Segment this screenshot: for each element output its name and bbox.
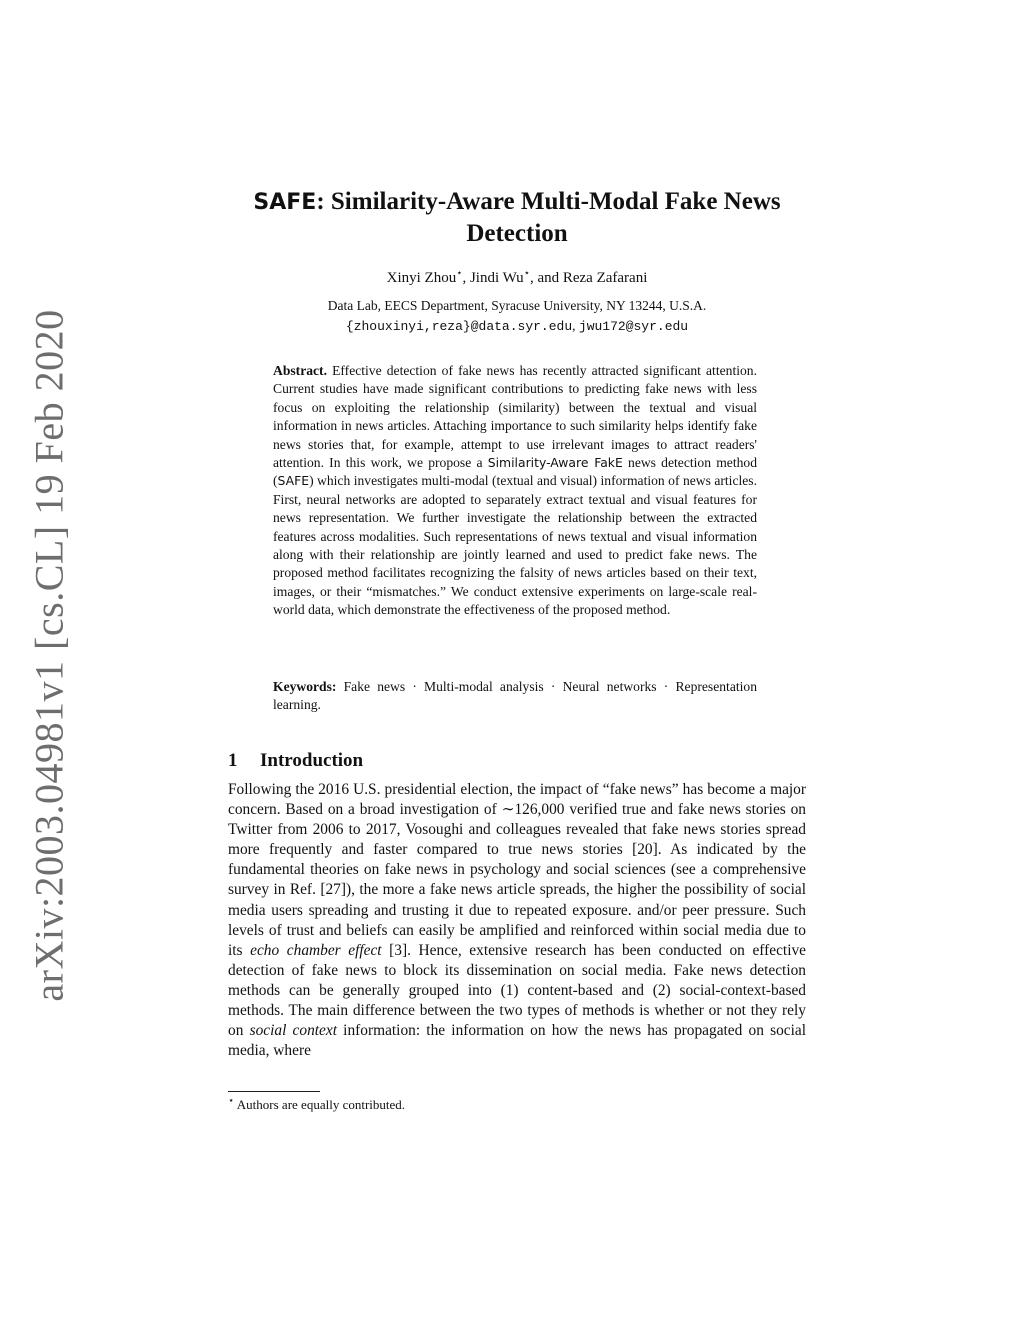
keywords-text: Fake news · Multi-modal analysis · Neural networks · Representation learning. [273,679,757,713]
author-2: , Jindi Wu [462,270,524,286]
intro-italic-echo-chamber: echo chamber effect [250,941,382,959]
footnote [228,1096,405,1114]
footnote-rule [228,1091,320,1092]
abstract-text-3: ) which investigates multi-modal (textual and visual) information of news articles. First, neural networks are adopted to separately extract textual and visual features for news representation. We further investigate the relationship between the extracted features across modalities. Such representations of news textual and visual information along with their relationship are jointly learned and used to predict fake news. The proposed method facilitates recognizing the falsity of news articles based on their text, images, or their “mismatches.” We conduct extensive experiments on large-scale real-world data, which demonstrate the effectiveness of the proposed method. [273,473,757,618]
email-line [228,316,806,336]
intro-italic-social-context: social context [249,1022,337,1040]
intro-text-1: Following the 2016 U.S. presidential election, the impact of “fake news” has become a major concern. Based on a broad investigation of ∼126,000 verified true and fake news stories on Twitter from 2006 to 2017, Vosoughi and colleagues revealed that fake news stories spread more frequently and faster compared to true news stories [20]. As indicated by the fundamental theories on fake news in psychology and social sciences (see a comprehensive survey in Ref. [27]), the more a fake news article spreads, the higher the possibility of social media users spreading and trusting it due to repeated exposure. and/or peer pressure. Such levels of trust and beliefs can easily be amplified and reinforced within social media due to its [228,781,806,959]
email-jwu: jwu172@syr.edu [578,319,689,334]
keywords [273,678,757,715]
title-line1-rest: : Similarity-Aware Multi-Modal Fake News [316,188,781,215]
introduction-paragraph [228,780,806,1061]
abstract-method-name: Similarity-Aware FakE [487,455,623,471]
title-acronym: SAFE [253,190,317,215]
author-3: , and Reza Zafarani [529,270,648,286]
equal-contribution-mark-2: ⋆ [523,268,530,279]
section-title: Introduction [260,750,364,771]
equal-contribution-mark-1: ⋆ [456,268,463,279]
abstract-label: Abstract. [273,363,327,378]
intro-text-3: information: the information on how the news has propagated on social media, where [228,1022,806,1060]
intro-text-2: [3]. Hence, extensive research has been conducted on effective detection of fake news to block its dissemination on social media. Fake news detection methods can be generally grouped into (1) content-based and (2) social-context-based methods. The main difference between the two types of methods is whether or not they rely on [228,941,807,1040]
author-1: Xinyi Zhou [386,270,457,286]
footnote-mark: ⋆ [228,1095,235,1107]
email-group-syr-data: {zhouxinyi,reza}@data.syr.edu [345,319,573,334]
section-number: 1 [228,750,238,771]
paper-title [228,186,806,249]
author-list [228,268,806,288]
abstract-text-2: news detection method ( [273,455,757,489]
arxiv-identifier-stamp [26,308,72,1002]
arxiv-identifier-text: arXiv:2003.04981v1 [cs.CL] 19 Feb 2020 [26,308,72,1002]
abstract-text-1: Effective detection of fake news has recently attracted significant attention. Current studies have made significant contributions to predicting fake news with less focus on exploiting the relationship (similarity) between the textual and visual information in news articles. Attaching importance to such similarity helps identify fake news stories that, for example, attempt to use irrelevant images to attract readers' attention. In this work, we propose a [273,363,757,471]
affiliation: Data Lab, EECS Department, Syracuse University, NY 13244, U.S.A. [327,298,707,313]
keywords-label: Keywords: [273,679,337,694]
abstract [273,362,757,620]
section-heading-introduction [228,749,363,773]
title-line2: Detection [466,220,568,247]
email-separator: , [572,318,579,333]
abstract-acronym: SAFE [277,473,310,489]
footnote-text: Authors are equally contributed. [234,1097,406,1112]
